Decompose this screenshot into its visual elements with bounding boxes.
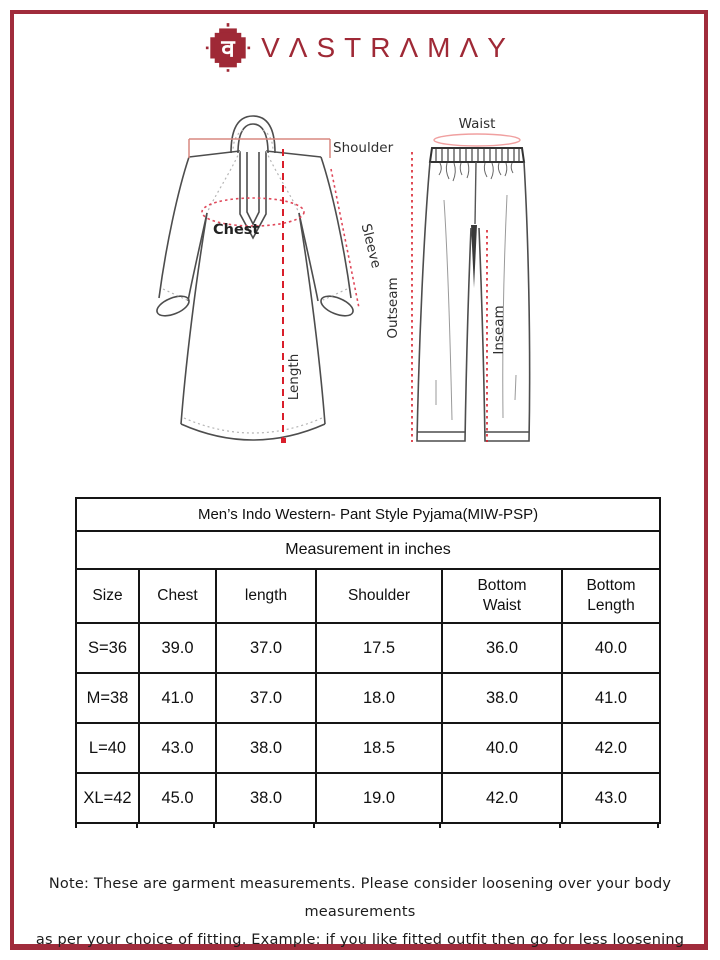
chest-cell: 45.0: [139, 773, 216, 823]
size-cell: L=40: [76, 723, 139, 773]
shoulder-label: Shoulder: [333, 140, 394, 156]
header-shoulder: Shoulder: [316, 569, 442, 623]
bottom-waist-cell: 38.0: [442, 673, 562, 723]
table-edge-stub: [213, 822, 215, 828]
header-length: length: [216, 569, 316, 623]
chest-cell: 43.0: [139, 723, 216, 773]
header-size: Size: [76, 569, 139, 623]
bottom-length-cell: 42.0: [562, 723, 660, 773]
table-edge-stub: [657, 822, 659, 828]
garment-diagram: [0, 100, 720, 498]
table-row: [76, 723, 660, 773]
table-edge-stub: [559, 822, 561, 828]
bottom-length-cell: 40.0: [562, 623, 660, 673]
size-cell: S=36: [76, 623, 139, 673]
table-header-row: [76, 569, 660, 623]
inseam-label: Inseam: [491, 305, 507, 355]
brand-wordmark: VΛSTRΛMΛY: [261, 32, 515, 63]
length-label: Length: [286, 353, 302, 401]
length-cell: 38.0: [216, 723, 316, 773]
shoulder-cell: 18.5: [316, 723, 442, 773]
bottom-length-cell: 43.0: [562, 773, 660, 823]
note-line-1: Note: These are garment measurements. Please consider loosening over your body measurements: [48, 876, 672, 920]
shoulder-cell: 17.5: [316, 623, 442, 673]
header-bottom-waist: [442, 569, 562, 623]
shoulder-cell: 19.0: [316, 773, 442, 823]
chest-label: Chest: [213, 222, 260, 238]
chest-cell: 41.0: [139, 673, 216, 723]
table-row: [76, 623, 660, 673]
note-line-2: as per your choice of fitting. Example: if you like fitted outfit then go for less loosening: [35, 932, 685, 948]
shoulder-cell: 18.0: [316, 673, 442, 723]
length-cell: 37.0: [216, 673, 316, 723]
table-edge-stub: [75, 822, 77, 828]
brand-mark-glyph: व: [221, 34, 235, 63]
brand-logo: [0, 22, 720, 72]
table-edge-stub: [136, 822, 138, 828]
length-cell: 37.0: [216, 623, 316, 673]
outseam-label: Outseam: [385, 277, 401, 339]
header-chest: Chest: [139, 569, 216, 623]
sleeve-label: Sleeve: [357, 222, 385, 270]
size-cell: XL=42: [76, 773, 139, 823]
header-bottom-length-text: Bottom Length: [586, 576, 636, 614]
header-bottom-waist-text: Bottom Waist: [477, 576, 527, 614]
bottom-waist-cell: 42.0: [442, 773, 562, 823]
table-row: [76, 673, 660, 723]
size-chart-table: [75, 497, 661, 824]
table-subtitle-row: [76, 531, 660, 569]
length-cell: 38.0: [216, 773, 316, 823]
brand-mark-icon: [205, 22, 251, 72]
bottom-waist-cell: 36.0: [442, 623, 562, 673]
kurta-diagram: [154, 116, 393, 443]
header-bottom-length: [562, 569, 660, 623]
table-row: [76, 773, 660, 823]
chest-cell: 39.0: [139, 623, 216, 673]
waist-label: Waist: [458, 116, 496, 132]
bottom-waist-cell: 40.0: [442, 723, 562, 773]
note-text: [0, 870, 720, 954]
table-subtitle: Measurement in inches: [76, 531, 660, 569]
table-edge-stub: [313, 822, 315, 828]
bottom-length-cell: 41.0: [562, 673, 660, 723]
table-edge-stub: [439, 822, 441, 828]
table-title: Men’s Indo Western- Pant Style Pyjama(MIW-PSP): [76, 498, 660, 531]
size-cell: M=38: [76, 673, 139, 723]
pyjama-diagram: [385, 116, 530, 442]
table-cut-row-stubs: [75, 822, 659, 829]
table-title-row: [76, 498, 660, 531]
